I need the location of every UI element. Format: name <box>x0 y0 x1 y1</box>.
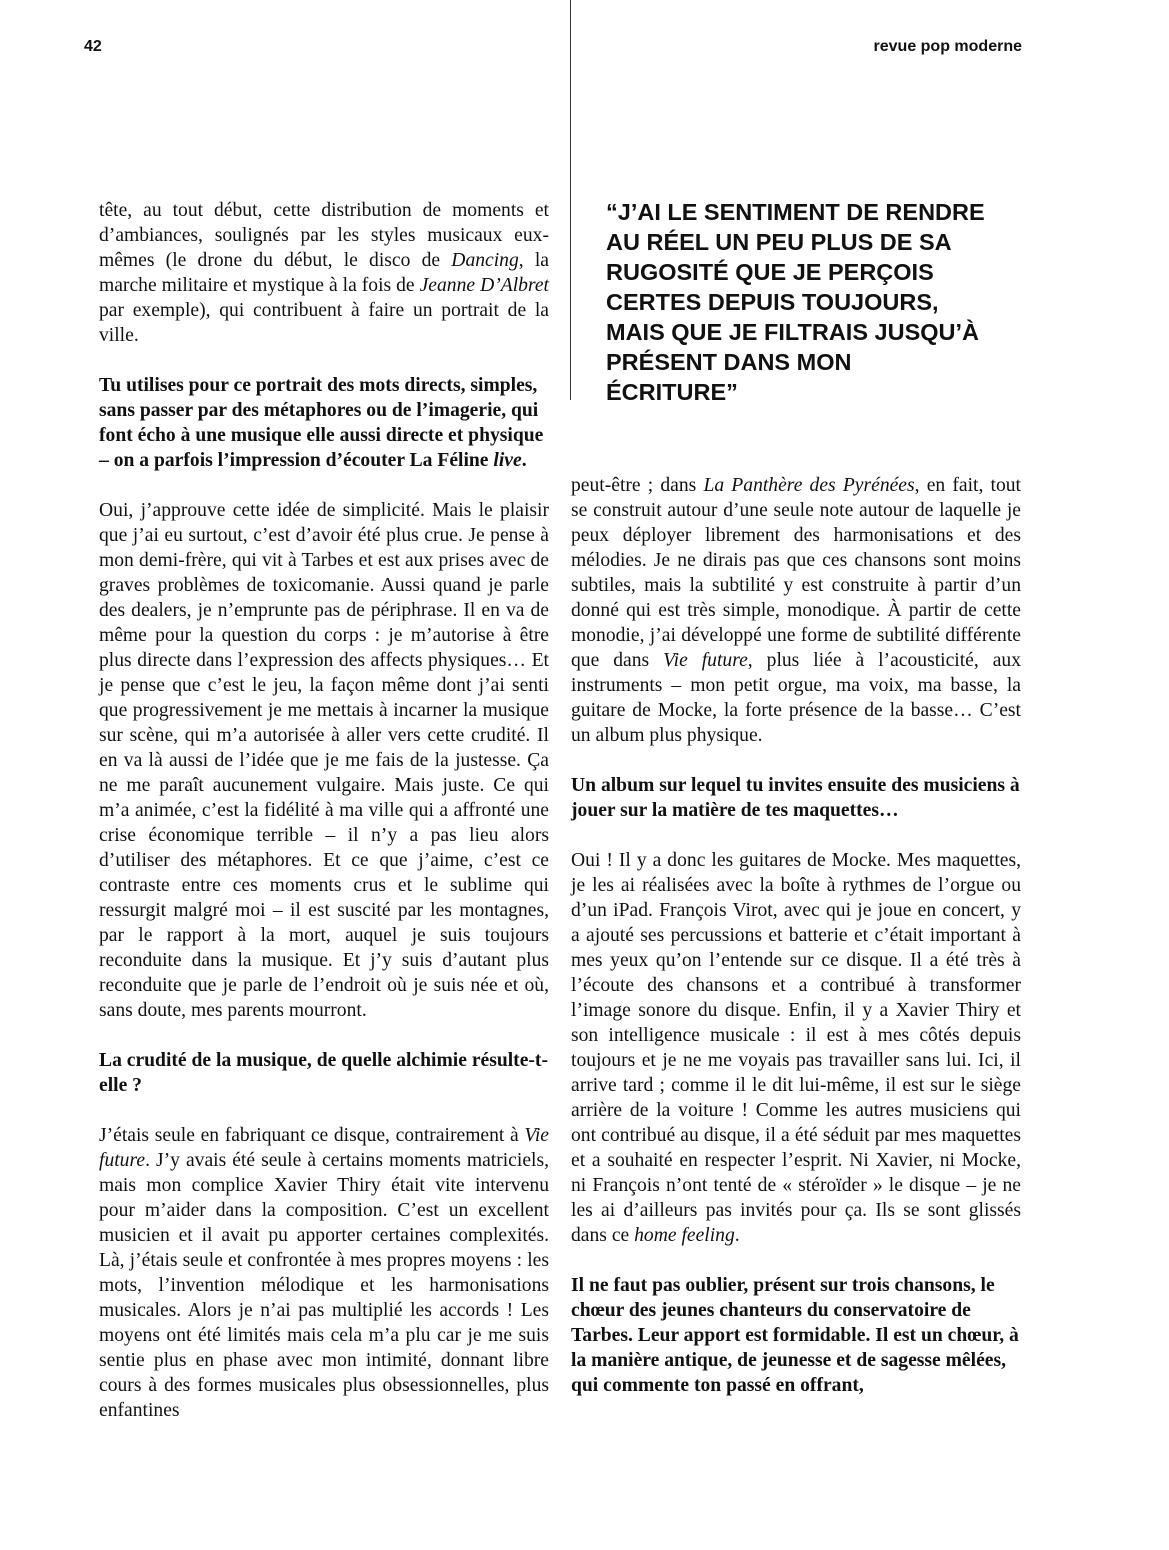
text-run: Tu utilises pour ce portrait des mots directs, simples, sans passer par des métaphores ou de l’imagerie, qui font écho à une musique elle aussi directe et physique – on a parfois l’impression d’écouter La Féline <box>99 375 544 471</box>
body-paragraph: Oui, j’approuve cette idée de simplicité. Mais le plaisir que j’ai eu surtout, c’est d’avoir été plus crue. Je pense à mon demi-frère, qui vit à Tarbes et est aux prises avec de graves problèmes de toxicomanie. Aussi quand je parle des dealers, je n’emprunte pas de périphrase. Il en va de même pour la question du corps : je m’autorise à être plus directe dans l’expression des affects physiques… Et je pense que c’est le jeu, la façon même dont j’ai senti que progressivement je me mettais à incarner la musique sur scène, qui m’a autorisée à aller vers cette crudité. Il en va là aussi de l’idée que je me fais de la justesse. Ça ne me paraît aucunement vulgaire. Mais juste. Ce qui m’a animée, c’est la fidélité à ma ville qui a affronté une crise économique terrible – il n’y a pas lieu alors d’utiliser des métaphores. Et ce que j’aime, c’est ce contraste entre ces moments crus et le sublime qui ressurgit malgré moi – il est suscité par les montagnes, par le rapport à la mort, auquel je suis toujours reconduite dans la musique. Et j’y suis d’autant plus reconduite que je parle de l’endroit où je suis née et où, sans doute, mes parents mourront. <box>99 500 549 1021</box>
text-run: . <box>734 1225 740 1246</box>
body-paragraph <box>571 848 1021 1248</box>
publication-name: revue pop moderne <box>873 38 1022 55</box>
text-run: par exemple), qui contribuent à faire un portrait de la ville. <box>99 300 549 346</box>
left-column <box>99 198 549 1423</box>
interview-question: Il ne faut pas oublier, présent sur trois chansons, le chœur des jeunes chanteurs du conservatoire de Tarbes. Leur apport est formidable. Il est un chœur, à la manière antique, de jeunesse et de sagesse mêlées, qui commente ton passé en offrant, <box>571 1275 1019 1396</box>
body-paragraph <box>571 473 1021 748</box>
text-run: Oui ! Il y a donc les guitares de Mocke. Mes maquettes, je les ai réalisées avec la boîte à rythmes de l’orgue ou d’un iPad. François Virot, avec qui je joue en concert, y a ajouté ses percussions et batterie et c’était important à mes yeux qu’on l’entende sur ce disque. Il a été très à l’écoute des chansons et a contribué à transformer l’image sonore du disque. Enfin, il y a Xavier Thiry et son intelligence musicale : il est à mes côtés depuis toujours et je ne me voyais pas travailler sans lui. Ici, il arrive tard ; comme il le dit lui-même, il est sur le siège arrière de la voiture ! Comme les autres musiciens qui ont contribué au disque, il a été séduit par mes maquettes et a souhaité en respecter l’esprit. Ni Xavier, ni Mocke, ni François n’ont tenté de « stéroïder » le disque – je ne les ai d’ailleurs pas invités pour ça. Ils se sont glissés dans ce <box>571 850 1021 1246</box>
song-title: Jeanne D’Albret <box>419 275 549 296</box>
text-run: tête, au tout début, cette distribution de moments et d’ambiances, soulignés par les styles musicaux eux-mêmes (le drone du début, le disco de <box>99 200 549 271</box>
text-run: . <box>521 450 527 471</box>
body-paragraph <box>99 198 549 348</box>
column-divider <box>570 0 571 400</box>
text-run: , plus liée à l’acousticité, aux instruments – mon petit orgue, ma voix, ma basse, la guitare de Mocke, la forte présence de la basse… C’est un album plus physique. <box>571 650 1021 746</box>
right-column <box>571 473 1021 1398</box>
interview-question <box>99 373 549 473</box>
text-run: peut-être ; dans <box>571 475 704 496</box>
text-run: J’étais seule en fabriquant ce disque, contrairement à <box>99 1125 525 1146</box>
emphasis: home feeling <box>634 1225 735 1246</box>
album-title: Dancing <box>451 250 519 271</box>
pull-quote: “J’AI LE SENTIMENT DE RENDRE AU RÉEL UN PEU PLUS DE SA RUGOSITÉ QUE JE PERÇOIS CERTES DEPUIS TOUJOURS, MAIS QUE JE FILTRAIS JUSQU’À PRÉSENT DANS MON ÉCRITURE” <box>606 199 985 405</box>
interview-question: La crudité de la musique, de quelle alchimie résulte-t-elle ? <box>99 1050 548 1096</box>
text-run: , la marche militaire et mystique à la fois de <box>99 250 550 296</box>
song-title: La Panthère des Pyrénées <box>703 475 915 496</box>
album-title: Vie future <box>663 650 748 671</box>
body-paragraph <box>99 1123 549 1423</box>
album-title: Vie future <box>99 1125 549 1171</box>
text-run: , en fait, tout se construit autour d’une seule note autour de laquelle je peux déployer librement des harmonisations et des mélodies. Je ne dirais pas que ces chansons sont moins subtiles, mais la subtilité y est construite à partir d’un donné qui est très simple, monodique. À partir de cette monodie, j’ai développé une forme de subtilité différente que dans <box>571 475 1021 671</box>
interview-question: Un album sur lequel tu invites ensuite des musiciens à jouer sur la matière de tes maquettes… <box>571 775 1020 821</box>
text-run: . J’y avais été seule à certains moments matriciels, mais mon complice Xavier Thiry était vite intervenu pour m’aider dans la composition. C’est un excellent musicien et il avait pu apporter certaines complexités. Là, j’étais seule et confrontée à mes propres moyens : les mots, l’invention mélodique et les harmonisations musicales. Alors je n’ai pas multiplié les accords ! Les moyens ont été limités mais cela m’a plu car je me suis sentie plus en phase avec mon intimité, donnant libre cours à des formes musicales plus obsessionnelles, plus enfantines <box>99 1150 549 1421</box>
page-number: 42 <box>84 38 102 55</box>
emphasis: live <box>493 450 522 471</box>
